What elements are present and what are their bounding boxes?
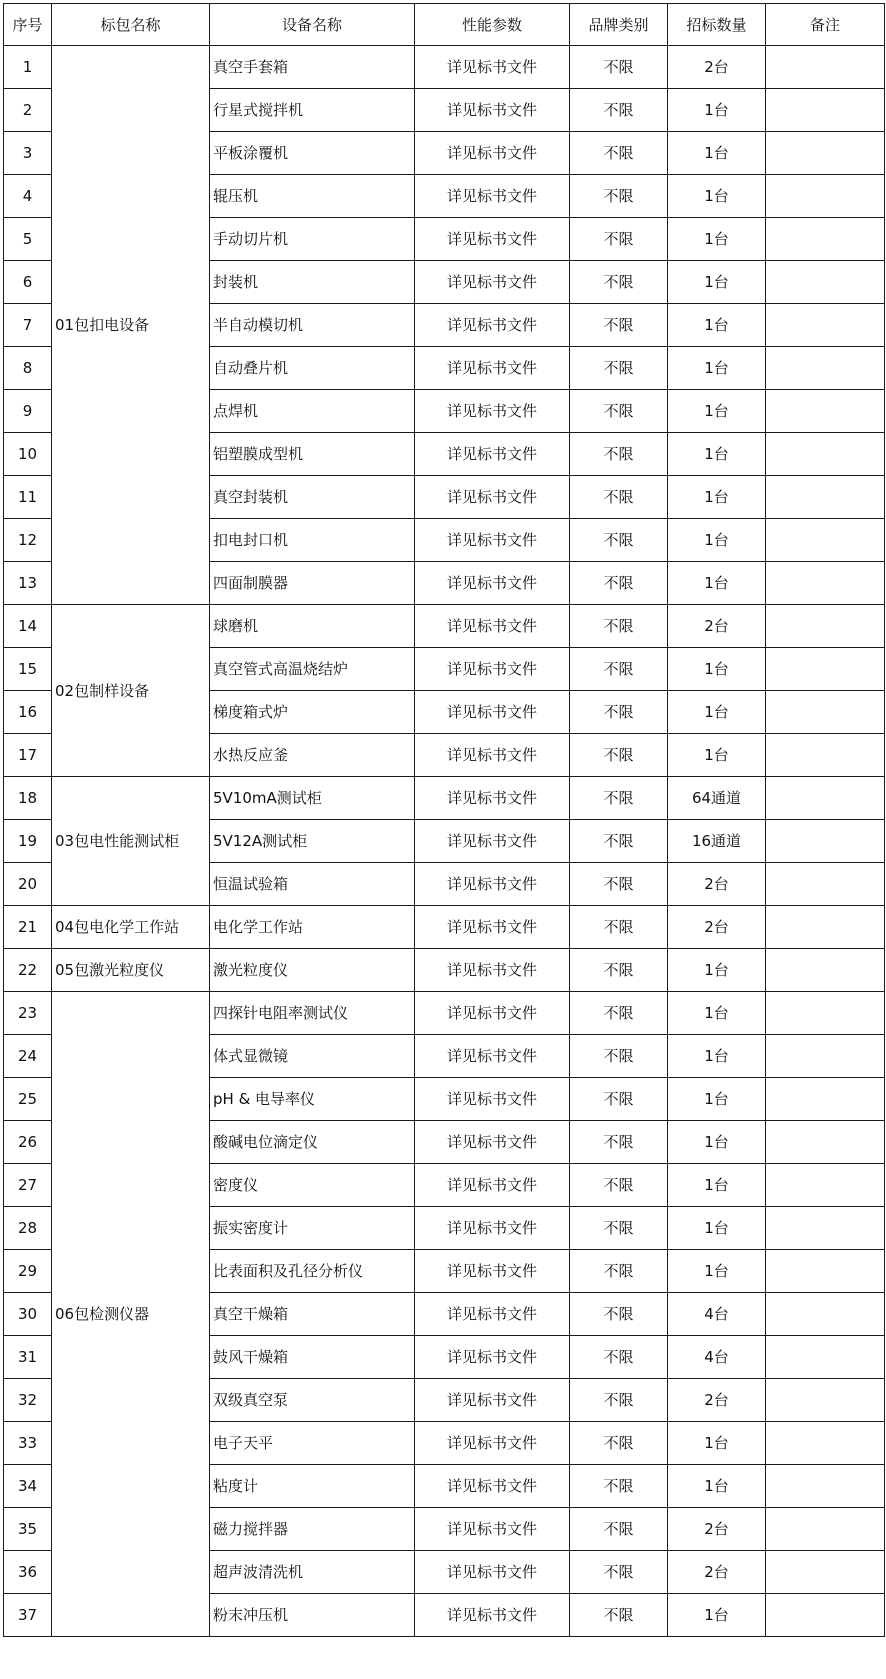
remarks-cell xyxy=(766,132,885,175)
table-row xyxy=(4,906,885,949)
brand-category-cell: 不限 xyxy=(570,46,668,89)
package-name-cell: 05包激光粒度仪 xyxy=(52,949,210,992)
device-name-cell: 酸碱电位滴定仪 xyxy=(210,1121,415,1164)
performance-params-cell: 详见标书文件 xyxy=(415,992,570,1035)
brand-category-cell: 不限 xyxy=(570,691,668,734)
bid-quantity-cell: 64通道 xyxy=(668,777,766,820)
remarks-cell xyxy=(766,906,885,949)
brand-category-cell: 不限 xyxy=(570,390,668,433)
remarks-cell xyxy=(766,519,885,562)
package-name-cell: 01包扣电设备 xyxy=(52,46,210,605)
bid-quantity-cell: 1台 xyxy=(668,992,766,1035)
performance-params-cell: 详见标书文件 xyxy=(415,1164,570,1207)
brand-category-cell: 不限 xyxy=(570,1207,668,1250)
performance-params-cell: 详见标书文件 xyxy=(415,1422,570,1465)
remarks-cell xyxy=(766,820,885,863)
device-name-cell: 铝塑膜成型机 xyxy=(210,433,415,476)
remarks-cell xyxy=(766,1250,885,1293)
device-name-cell: 半自动模切机 xyxy=(210,304,415,347)
remarks-cell xyxy=(766,1422,885,1465)
performance-params-cell: 详见标书文件 xyxy=(415,1078,570,1121)
bid-quantity-cell: 1台 xyxy=(668,132,766,175)
bid-quantity-cell: 1台 xyxy=(668,218,766,261)
package-name-cell: 04包电化学工作站 xyxy=(52,906,210,949)
device-name-cell: 粉末冲压机 xyxy=(210,1594,415,1637)
bid-quantity-cell: 2台 xyxy=(668,1379,766,1422)
remarks-cell xyxy=(766,562,885,605)
bid-quantity-cell: 2台 xyxy=(668,1551,766,1594)
brand-category-cell: 不限 xyxy=(570,1035,668,1078)
brand-category-cell: 不限 xyxy=(570,89,668,132)
performance-params-cell: 详见标书文件 xyxy=(415,519,570,562)
serial-number-cell: 15 xyxy=(4,648,52,691)
serial-number-cell: 4 xyxy=(4,175,52,218)
brand-category-cell: 不限 xyxy=(570,906,668,949)
remarks-cell xyxy=(766,992,885,1035)
remarks-cell xyxy=(766,949,885,992)
bid-quantity-cell: 1台 xyxy=(668,1594,766,1637)
device-name-cell: 5V12A测试柜 xyxy=(210,820,415,863)
remarks-cell xyxy=(766,347,885,390)
brand-category-cell: 不限 xyxy=(570,863,668,906)
device-name-cell: 鼓风干燥箱 xyxy=(210,1336,415,1379)
bid-quantity-cell: 1台 xyxy=(668,691,766,734)
table-row xyxy=(4,992,885,1035)
device-name-cell: 恒温试验箱 xyxy=(210,863,415,906)
remarks-cell xyxy=(766,1465,885,1508)
header-cell-performance-params: 性能参数 xyxy=(415,4,570,46)
serial-number-cell: 34 xyxy=(4,1465,52,1508)
bid-quantity-cell: 2台 xyxy=(668,906,766,949)
serial-number-cell: 12 xyxy=(4,519,52,562)
remarks-cell xyxy=(766,1207,885,1250)
header-cell-package-name: 标包名称 xyxy=(52,4,210,46)
remarks-cell xyxy=(766,1508,885,1551)
serial-number-cell: 5 xyxy=(4,218,52,261)
device-name-cell: 四面制膜器 xyxy=(210,562,415,605)
brand-category-cell: 不限 xyxy=(570,1379,668,1422)
serial-number-cell: 6 xyxy=(4,261,52,304)
bid-quantity-cell: 1台 xyxy=(668,734,766,777)
bid-quantity-cell: 1台 xyxy=(668,175,766,218)
bid-quantity-cell: 1台 xyxy=(668,1078,766,1121)
bid-quantity-cell: 1台 xyxy=(668,1465,766,1508)
table-header xyxy=(4,4,885,46)
remarks-cell xyxy=(766,89,885,132)
header-cell-bid-quantity: 招标数量 xyxy=(668,4,766,46)
bid-quantity-cell: 1台 xyxy=(668,261,766,304)
device-name-cell: 扣电封口机 xyxy=(210,519,415,562)
serial-number-cell: 3 xyxy=(4,132,52,175)
performance-params-cell: 详见标书文件 xyxy=(415,1336,570,1379)
bid-quantity-cell: 1台 xyxy=(668,390,766,433)
serial-number-cell: 24 xyxy=(4,1035,52,1078)
serial-number-cell: 13 xyxy=(4,562,52,605)
remarks-cell xyxy=(766,1336,885,1379)
performance-params-cell: 详见标书文件 xyxy=(415,734,570,777)
table-row xyxy=(4,949,885,992)
remarks-cell xyxy=(766,390,885,433)
remarks-cell xyxy=(766,1078,885,1121)
serial-number-cell: 2 xyxy=(4,89,52,132)
device-name-cell: 磁力搅拌器 xyxy=(210,1508,415,1551)
brand-category-cell: 不限 xyxy=(570,476,668,519)
performance-params-cell: 详见标书文件 xyxy=(415,476,570,519)
remarks-cell xyxy=(766,691,885,734)
brand-category-cell: 不限 xyxy=(570,218,668,261)
device-name-cell: 真空管式高温烧结炉 xyxy=(210,648,415,691)
device-name-cell: 封装机 xyxy=(210,261,415,304)
brand-category-cell: 不限 xyxy=(570,519,668,562)
performance-params-cell: 详见标书文件 xyxy=(415,218,570,261)
device-name-cell: 辊压机 xyxy=(210,175,415,218)
bid-quantity-cell: 2台 xyxy=(668,46,766,89)
serial-number-cell: 20 xyxy=(4,863,52,906)
brand-category-cell: 不限 xyxy=(570,1465,668,1508)
performance-params-cell: 详见标书文件 xyxy=(415,605,570,648)
serial-number-cell: 18 xyxy=(4,777,52,820)
device-name-cell: 电子天平 xyxy=(210,1422,415,1465)
device-name-cell: 体式显微镜 xyxy=(210,1035,415,1078)
performance-params-cell: 详见标书文件 xyxy=(415,1594,570,1637)
serial-number-cell: 37 xyxy=(4,1594,52,1637)
brand-category-cell: 不限 xyxy=(570,820,668,863)
device-name-cell: 自动叠片机 xyxy=(210,347,415,390)
serial-number-cell: 11 xyxy=(4,476,52,519)
bid-quantity-cell: 1台 xyxy=(668,476,766,519)
performance-params-cell: 详见标书文件 xyxy=(415,1551,570,1594)
table-row xyxy=(4,46,885,89)
bid-quantity-cell: 1台 xyxy=(668,1164,766,1207)
device-name-cell: 四探针电阻率测试仪 xyxy=(210,992,415,1035)
brand-category-cell: 不限 xyxy=(570,1121,668,1164)
bid-quantity-cell: 1台 xyxy=(668,519,766,562)
package-name-cell: 03包电性能测试柜 xyxy=(52,777,210,906)
remarks-cell xyxy=(766,46,885,89)
brand-category-cell: 不限 xyxy=(570,132,668,175)
performance-params-cell: 详见标书文件 xyxy=(415,347,570,390)
serial-number-cell: 23 xyxy=(4,992,52,1035)
serial-number-cell: 36 xyxy=(4,1551,52,1594)
procurement-table xyxy=(3,3,885,1637)
bid-quantity-cell: 1台 xyxy=(668,89,766,132)
serial-number-cell: 10 xyxy=(4,433,52,476)
device-name-cell: 行星式搅拌机 xyxy=(210,89,415,132)
remarks-cell xyxy=(766,648,885,691)
serial-number-cell: 35 xyxy=(4,1508,52,1551)
bid-quantity-cell: 1台 xyxy=(668,648,766,691)
bid-quantity-cell: 1台 xyxy=(668,949,766,992)
performance-params-cell: 详见标书文件 xyxy=(415,1508,570,1551)
remarks-cell xyxy=(766,175,885,218)
brand-category-cell: 不限 xyxy=(570,175,668,218)
device-name-cell: 球磨机 xyxy=(210,605,415,648)
brand-category-cell: 不限 xyxy=(570,1594,668,1637)
brand-category-cell: 不限 xyxy=(570,949,668,992)
performance-params-cell: 详见标书文件 xyxy=(415,906,570,949)
header-cell-remarks: 备注 xyxy=(766,4,885,46)
brand-category-cell: 不限 xyxy=(570,1508,668,1551)
serial-number-cell: 17 xyxy=(4,734,52,777)
bid-quantity-cell: 1台 xyxy=(668,347,766,390)
performance-params-cell: 详见标书文件 xyxy=(415,89,570,132)
performance-params-cell: 详见标书文件 xyxy=(415,175,570,218)
serial-number-cell: 7 xyxy=(4,304,52,347)
bid-quantity-cell: 4台 xyxy=(668,1293,766,1336)
performance-params-cell: 详见标书文件 xyxy=(415,863,570,906)
performance-params-cell: 详见标书文件 xyxy=(415,132,570,175)
performance-params-cell: 详见标书文件 xyxy=(415,1465,570,1508)
brand-category-cell: 不限 xyxy=(570,1551,668,1594)
header-row xyxy=(4,4,885,46)
remarks-cell xyxy=(766,734,885,777)
remarks-cell xyxy=(766,1293,885,1336)
bid-quantity-cell: 1台 xyxy=(668,433,766,476)
serial-number-cell: 31 xyxy=(4,1336,52,1379)
bid-quantity-cell: 1台 xyxy=(668,1035,766,1078)
device-name-cell: 梯度箱式炉 xyxy=(210,691,415,734)
bid-quantity-cell: 1台 xyxy=(668,304,766,347)
brand-category-cell: 不限 xyxy=(570,1293,668,1336)
remarks-cell xyxy=(766,1594,885,1637)
serial-number-cell: 14 xyxy=(4,605,52,648)
bid-quantity-cell: 1台 xyxy=(668,1121,766,1164)
device-name-cell: 手动切片机 xyxy=(210,218,415,261)
table-body xyxy=(4,46,885,1637)
serial-number-cell: 1 xyxy=(4,46,52,89)
device-name-cell: pH & 电导率仪 xyxy=(210,1078,415,1121)
remarks-cell xyxy=(766,261,885,304)
device-name-cell: 超声波清洗机 xyxy=(210,1551,415,1594)
header-cell-brand-category: 品牌类别 xyxy=(570,4,668,46)
table-row xyxy=(4,605,885,648)
serial-number-cell: 22 xyxy=(4,949,52,992)
brand-category-cell: 不限 xyxy=(570,648,668,691)
remarks-cell xyxy=(766,1164,885,1207)
remarks-cell xyxy=(766,863,885,906)
bid-quantity-cell: 16通道 xyxy=(668,820,766,863)
device-name-cell: 真空手套箱 xyxy=(210,46,415,89)
remarks-cell xyxy=(766,1379,885,1422)
performance-params-cell: 详见标书文件 xyxy=(415,691,570,734)
bid-quantity-cell: 2台 xyxy=(668,863,766,906)
brand-category-cell: 不限 xyxy=(570,1078,668,1121)
performance-params-cell: 详见标书文件 xyxy=(415,1035,570,1078)
device-name-cell: 双级真空泵 xyxy=(210,1379,415,1422)
serial-number-cell: 26 xyxy=(4,1121,52,1164)
device-name-cell: 粘度计 xyxy=(210,1465,415,1508)
remarks-cell xyxy=(766,1035,885,1078)
performance-params-cell: 详见标书文件 xyxy=(415,777,570,820)
performance-params-cell: 详见标书文件 xyxy=(415,433,570,476)
bid-quantity-cell: 1台 xyxy=(668,1250,766,1293)
brand-category-cell: 不限 xyxy=(570,347,668,390)
brand-category-cell: 不限 xyxy=(570,261,668,304)
remarks-cell xyxy=(766,605,885,648)
brand-category-cell: 不限 xyxy=(570,304,668,347)
serial-number-cell: 30 xyxy=(4,1293,52,1336)
bid-quantity-cell: 2台 xyxy=(668,605,766,648)
serial-number-cell: 16 xyxy=(4,691,52,734)
table-row xyxy=(4,777,885,820)
brand-category-cell: 不限 xyxy=(570,1422,668,1465)
device-name-cell: 振实密度计 xyxy=(210,1207,415,1250)
brand-category-cell: 不限 xyxy=(570,1164,668,1207)
serial-number-cell: 9 xyxy=(4,390,52,433)
performance-params-cell: 详见标书文件 xyxy=(415,261,570,304)
serial-number-cell: 27 xyxy=(4,1164,52,1207)
brand-category-cell: 不限 xyxy=(570,562,668,605)
brand-category-cell: 不限 xyxy=(570,734,668,777)
brand-category-cell: 不限 xyxy=(570,1336,668,1379)
remarks-cell xyxy=(766,433,885,476)
performance-params-cell: 详见标书文件 xyxy=(415,1379,570,1422)
performance-params-cell: 详见标书文件 xyxy=(415,46,570,89)
remarks-cell xyxy=(766,304,885,347)
brand-category-cell: 不限 xyxy=(570,433,668,476)
serial-number-cell: 21 xyxy=(4,906,52,949)
performance-params-cell: 详见标书文件 xyxy=(415,390,570,433)
device-name-cell: 比表面积及孔径分析仪 xyxy=(210,1250,415,1293)
brand-category-cell: 不限 xyxy=(570,777,668,820)
header-cell-serial-number: 序号 xyxy=(4,4,52,46)
header-cell-device-name: 设备名称 xyxy=(210,4,415,46)
serial-number-cell: 8 xyxy=(4,347,52,390)
serial-number-cell: 32 xyxy=(4,1379,52,1422)
performance-params-cell: 详见标书文件 xyxy=(415,1250,570,1293)
device-name-cell: 真空封装机 xyxy=(210,476,415,519)
performance-params-cell: 详见标书文件 xyxy=(415,820,570,863)
performance-params-cell: 详见标书文件 xyxy=(415,304,570,347)
bid-quantity-cell: 1台 xyxy=(668,562,766,605)
remarks-cell xyxy=(766,218,885,261)
performance-params-cell: 详见标书文件 xyxy=(415,1293,570,1336)
serial-number-cell: 33 xyxy=(4,1422,52,1465)
remarks-cell xyxy=(766,1551,885,1594)
bid-quantity-cell: 1台 xyxy=(668,1207,766,1250)
performance-params-cell: 详见标书文件 xyxy=(415,562,570,605)
device-name-cell: 平板涂覆机 xyxy=(210,132,415,175)
performance-params-cell: 详见标书文件 xyxy=(415,1207,570,1250)
bid-quantity-cell: 4台 xyxy=(668,1336,766,1379)
device-name-cell: 水热反应釜 xyxy=(210,734,415,777)
performance-params-cell: 详见标书文件 xyxy=(415,949,570,992)
bid-quantity-cell: 1台 xyxy=(668,1422,766,1465)
device-name-cell: 电化学工作站 xyxy=(210,906,415,949)
device-name-cell: 5V10mA测试柜 xyxy=(210,777,415,820)
package-name-cell: 02包制样设备 xyxy=(52,605,210,777)
remarks-cell xyxy=(766,1121,885,1164)
remarks-cell xyxy=(766,777,885,820)
performance-params-cell: 详见标书文件 xyxy=(415,1121,570,1164)
serial-number-cell: 29 xyxy=(4,1250,52,1293)
performance-params-cell: 详见标书文件 xyxy=(415,648,570,691)
brand-category-cell: 不限 xyxy=(570,1250,668,1293)
serial-number-cell: 28 xyxy=(4,1207,52,1250)
device-name-cell: 密度仪 xyxy=(210,1164,415,1207)
remarks-cell xyxy=(766,476,885,519)
serial-number-cell: 19 xyxy=(4,820,52,863)
brand-category-cell: 不限 xyxy=(570,992,668,1035)
device-name-cell: 点焊机 xyxy=(210,390,415,433)
brand-category-cell: 不限 xyxy=(570,605,668,648)
device-name-cell: 激光粒度仪 xyxy=(210,949,415,992)
device-name-cell: 真空干燥箱 xyxy=(210,1293,415,1336)
bid-quantity-cell: 2台 xyxy=(668,1508,766,1551)
package-name-cell: 06包检测仪器 xyxy=(52,992,210,1637)
serial-number-cell: 25 xyxy=(4,1078,52,1121)
